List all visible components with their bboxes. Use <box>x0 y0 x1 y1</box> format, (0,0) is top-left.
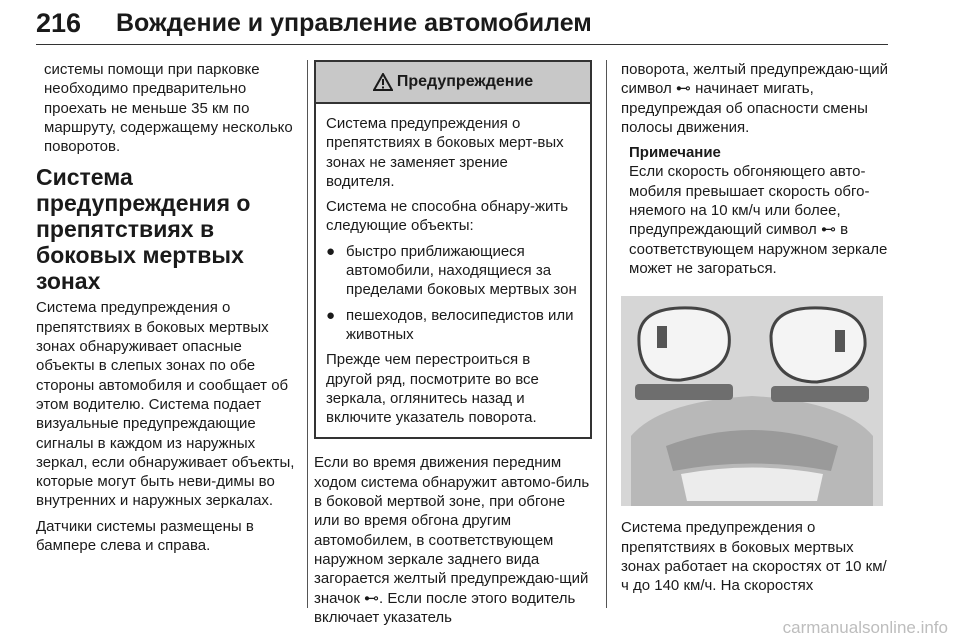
page-number: 216 <box>36 8 82 38</box>
list-item: ● быстро приближающиеся автомобили, находящиеся за пределами боковых мертвых зон <box>326 242 577 299</box>
note-title: Примечание <box>629 144 721 162</box>
warning-box <box>314 60 592 439</box>
warning-title: Предупреждение <box>396 73 534 91</box>
body-paragraph: Система предупреждения о препятствиях в боковых мертвых зонах обнаруживает опасные объекты в слепых зонах по обе стороны автомобиля и сообщает об этом водителю. Система подает визуальные предупреждающие сигналы в каждом из наружных зеркал, если обнаруживает объекты, которые могут быть неви-димы во внутренних и наружных зеркалах. <box>36 299 295 510</box>
body-paragraph: Система предупреждения о препятствиях в боковых мертвых зонах работает на скоростях от 10 км/ч до 140 км/ч. На скоростях <box>621 519 887 595</box>
warning-header <box>316 62 590 104</box>
warning-paragraph: Система предупреждения о препятствиях в боковых мерт-вых зонах не заменяет зрение водителя. <box>326 115 564 190</box>
warning-paragraph: Система не способна обнару-жить следующие объекты: <box>326 198 569 235</box>
intro-paragraph: системы помощи при парковке необходимо предварительно проехать не меньше 35 км по маршруту, содержащему несколько поворотов. <box>44 61 293 156</box>
note-block <box>621 143 891 278</box>
section-title: Система предупреждения о препятствиях в боковых мертвых зонах <box>36 164 251 295</box>
car-mirrors-image <box>621 296 883 506</box>
body-paragraph: поворота, желтый предупреждаю-щий символ ⊷ начинает мигать, предупреждая об опасности смены полосы движения. <box>621 61 889 136</box>
warning-triangle-icon <box>373 73 393 91</box>
body-paragraph: Датчики системы размещены в бампере слева и справа. <box>36 517 254 555</box>
warning-body <box>316 104 590 437</box>
warning-paragraph: Прежде чем перестроиться в другой ряд, посмотрите во все зеркала, оглянитесь назад и включите указатель поворота. <box>326 351 539 427</box>
page-header <box>36 6 888 45</box>
mirror-illustration <box>621 296 883 506</box>
column-1 <box>36 60 300 561</box>
bullet-icon: ● <box>326 242 336 260</box>
body-paragraph: Если во время движения передним ходом система обнаружит автомо-биль в боковой мертвой зоне, при обгоне или во время обгона другим автомобилем, в соответствующем наружном зеркале заднего вида загорается желтый предупреждаю-щий значок ⊷. Если после этого водитель включает указатель <box>314 454 590 626</box>
watermark: carmanualsonline.info <box>782 618 948 637</box>
column-divider <box>307 60 308 608</box>
column-3 <box>621 60 891 601</box>
column-divider <box>606 60 607 608</box>
list-item: ● пешеходов, велосипедистов или животных <box>326 306 574 343</box>
chapter-title: Вождение и управление автомобилем <box>116 9 592 37</box>
column-2 <box>314 60 592 633</box>
note-text: Если скорость обгоняющего авто-мобиля превышает скорость обго-няемого на 10 км/ч или более, предупреждающий символ ⊷ в соответствующем наружном зеркале может не загораться. <box>629 163 888 277</box>
bullet-icon: ● <box>326 306 336 324</box>
